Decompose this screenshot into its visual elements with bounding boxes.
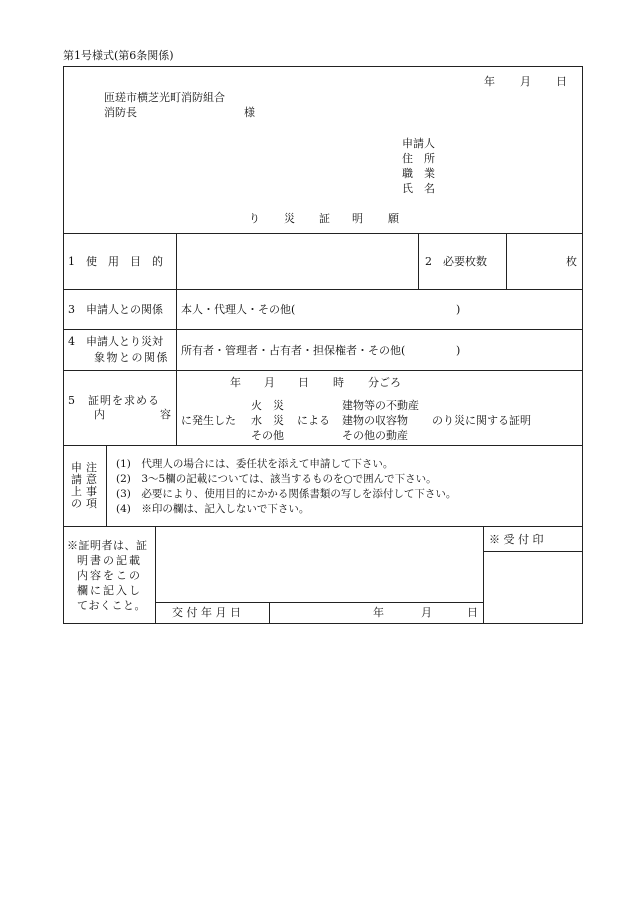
certify-disaster-flood: 水 災: [251, 414, 284, 427]
relation-label: 3 申請人との関係: [68, 303, 163, 316]
copies-unit: 枚: [566, 255, 577, 268]
note-item: (4) ※印の欄は、記入しないで下さい。: [116, 503, 310, 515]
certify-property-contents: 建物の収容物: [342, 414, 408, 427]
notes-label-char: 事: [86, 485, 97, 498]
notes-label-char: 申: [71, 461, 82, 474]
table-rule: [63, 233, 583, 234]
copies-label: 2 必要枚数: [425, 255, 487, 268]
applicant-address: 住 所: [402, 152, 435, 165]
applicant-label: 申請人: [402, 137, 435, 150]
certify-label-2b: 容: [160, 408, 171, 421]
form-title-char: 明: [352, 212, 363, 225]
purpose-label: 1 使 用 目 的: [68, 255, 163, 268]
reception-stamp-label: ※ 受 付 印: [489, 533, 544, 546]
certify-disaster-other: その他: [251, 429, 284, 442]
relation-close: ): [456, 303, 461, 316]
relation-object-options: 所有者・管理者・占有者・担保権者・その他(: [181, 344, 406, 357]
certify-property-real: 建物等の不動産: [342, 399, 419, 412]
certify-property-movable: その他の動産: [342, 429, 408, 442]
relation-object-label-2: 象物との関係: [94, 351, 169, 364]
certifier-note-line: ておくこと。: [77, 599, 146, 612]
certifier-note-line: 明書の記載: [77, 554, 142, 567]
notes-label-char: 注: [86, 461, 97, 474]
table-rule: [63, 329, 583, 330]
notes-label-char: 請: [71, 473, 82, 486]
certify-disaster-fire: 火 災: [251, 399, 284, 412]
relation-object-label-1: 4 申請人とり災対: [68, 335, 163, 348]
notes-label-char: 意: [86, 473, 97, 486]
notes-label-char: 上: [71, 485, 82, 498]
table-rule: [418, 233, 419, 289]
certifier-note-line: 内容をこの: [77, 569, 142, 582]
issue-month: 月: [421, 606, 432, 619]
date-day: 日: [556, 75, 567, 88]
certify-month: 月: [264, 376, 275, 389]
table-rule: [483, 551, 583, 552]
table-rule: [63, 526, 583, 527]
certify-suffix: のり災に関する証明: [432, 414, 531, 427]
certify-hour: 時: [333, 376, 344, 389]
addressee-org: 匝瑳市横芝光町消防組合: [104, 91, 225, 104]
table-rule: [269, 602, 270, 624]
table-rule: [63, 289, 583, 290]
certify-label-1: 5 証明を求める: [68, 394, 160, 407]
date-month: 月: [520, 75, 531, 88]
table-rule: [63, 445, 583, 446]
note-item: (2) 3〜5欄の記載については、該当するものを○で囲んで下さい。: [116, 473, 437, 485]
table-rule: [483, 526, 484, 624]
relation-options: 本人・代理人・その他(: [181, 303, 296, 316]
note-item: (1) 代理人の場合には、委任状を添えて申請して下さい。: [116, 458, 394, 470]
form-number: 第1号様式(第6条関係): [63, 49, 174, 62]
issue-day: 日: [467, 606, 478, 619]
addressee-title: 消防長: [104, 106, 137, 119]
certify-minute: 分ごろ: [368, 376, 401, 389]
applicant-occupation: 職 業: [402, 167, 435, 180]
notes-label-char: の: [71, 497, 82, 510]
certify-day: 日: [298, 376, 309, 389]
notes-label-char: 項: [86, 497, 97, 510]
certifier-note-line: 欄に記入し: [77, 584, 142, 597]
table-rule: [176, 233, 177, 445]
addressee-honorific: 様: [244, 106, 255, 119]
form-title-char: り: [249, 212, 260, 225]
table-rule: [155, 526, 156, 624]
note-item: (3) 必要により、使用目的にかかる関係書類の写しを添付して下さい。: [116, 488, 457, 500]
form-title-char: 願: [388, 212, 399, 225]
issue-date-label: 交 付 年 月 日: [172, 606, 241, 619]
certify-year: 年: [230, 376, 241, 389]
table-rule: [63, 370, 583, 371]
issue-year: 年: [373, 606, 384, 619]
date-year: 年: [484, 75, 495, 88]
form-title-char: 災: [284, 212, 295, 225]
table-rule: [506, 233, 507, 289]
certify-occurred: に発生した: [181, 414, 236, 427]
table-rule: [155, 602, 483, 603]
table-rule: [106, 445, 107, 526]
form-title-char: 証: [319, 212, 330, 225]
relation-object-close: ): [456, 344, 461, 357]
certify-by: による: [297, 414, 330, 427]
applicant-name: 氏 名: [402, 182, 435, 195]
certifier-note-line: ※証明者は、証: [67, 539, 148, 552]
certify-label-2a: 内: [94, 408, 105, 421]
